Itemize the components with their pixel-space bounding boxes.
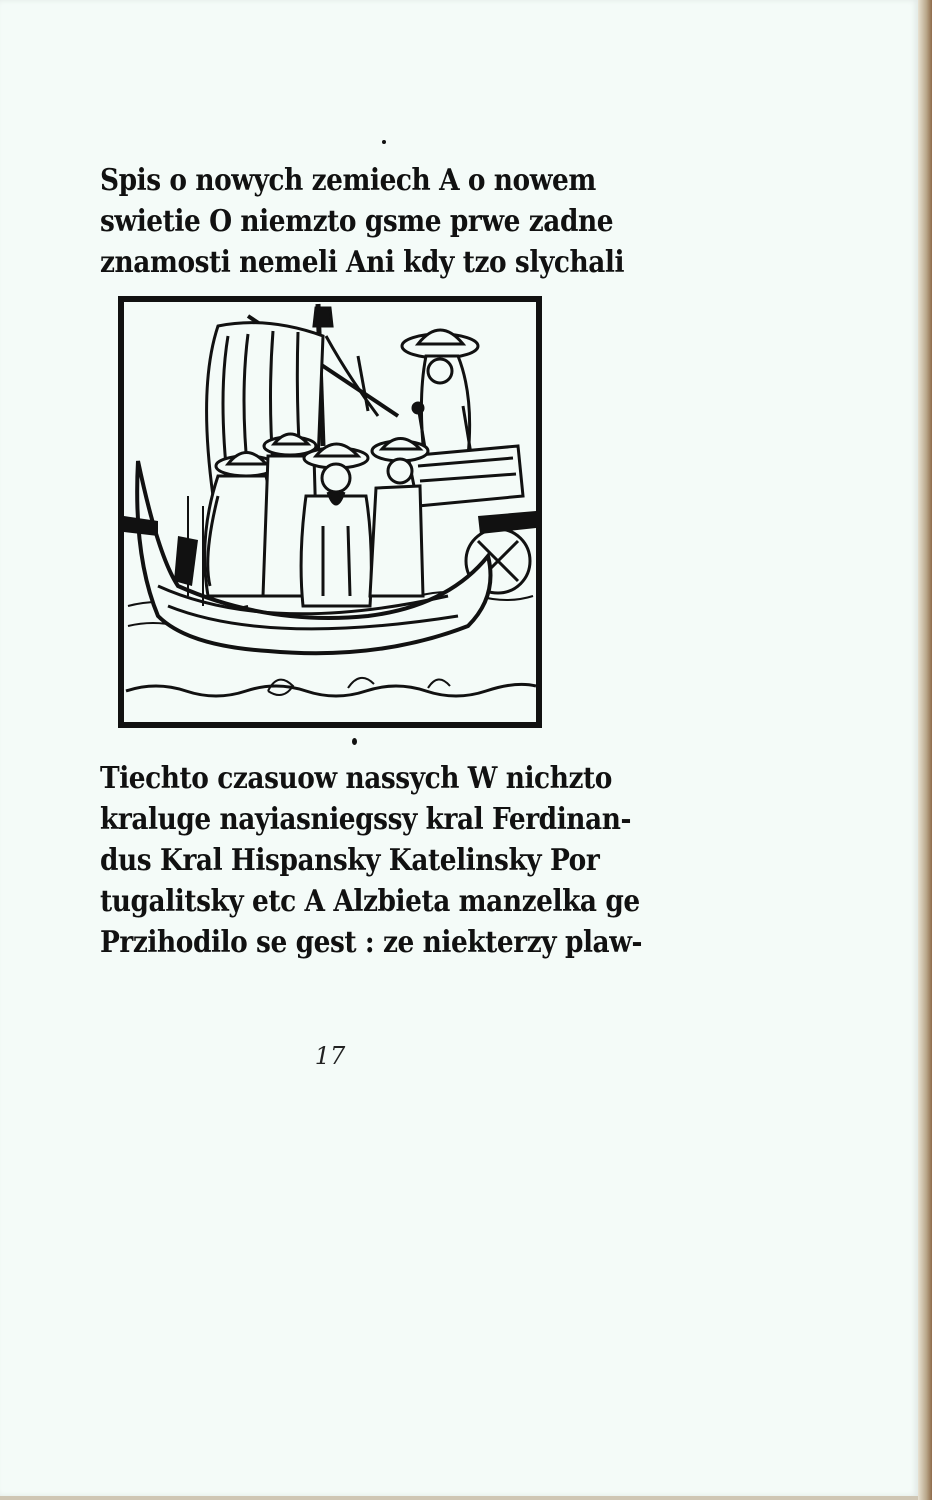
body-line: kraluge nayiasniegssy kral Ferdinan- [100,802,631,837]
heading-line: znamosti nemeli Ani kdy tzo slychali [100,245,625,280]
body-line: Tiechto czasuow nassych W nichzto [100,761,612,796]
heading-line: Spis o nowych zemiech A o nowem [100,163,596,198]
body-line: tugalitsky etc A Alzbieta manzelka ge [100,884,640,919]
heading-text-block [100,160,625,283]
page-edge [918,0,932,1500]
heading-line: swietie O niemzto gsme prwe zadne [100,204,614,239]
body-line: dus Kral Hispansky Katelinsky Por [100,843,600,878]
ink-speck [382,140,386,144]
ink-speck [352,738,357,745]
body-text-block [100,758,643,963]
page-number: 17 [314,1042,346,1070]
body-line: Przihodilo se gest : ze niekterzy plaw- [100,925,643,960]
woodcut-ship-icon [118,296,542,728]
